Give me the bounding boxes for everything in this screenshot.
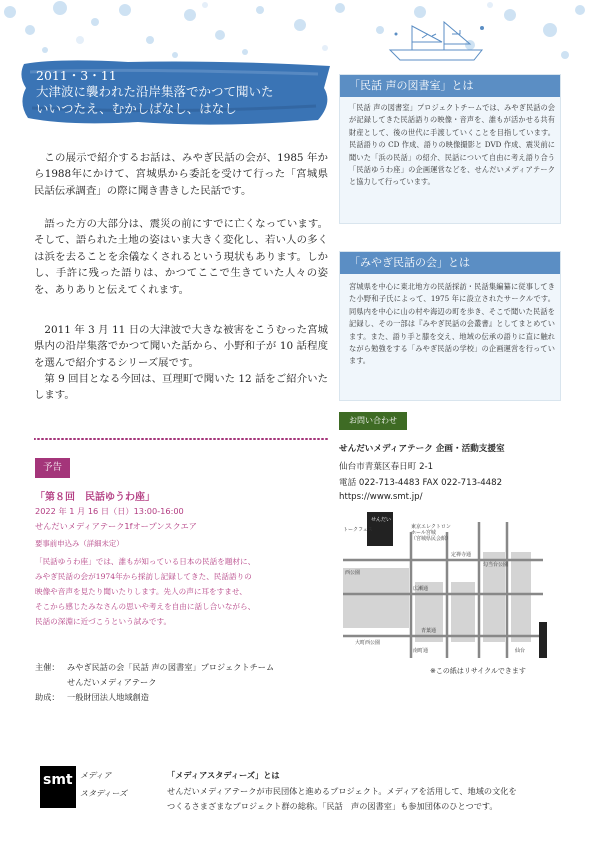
footer-line-2: つくるさまざまなプロジェクト群の総称。「民話 声の図書室」も参加団体のひとつです。 [167,801,498,811]
logo-sub-1: メディア [80,771,112,780]
preview-venue: せんだいメディアテーク1fオープンスクエア [35,521,197,531]
map-label-hall-0: 東京エレクトロン [411,524,451,530]
contact-address: 仙台市青葉区春日町 2-1 [339,462,434,472]
map-label-hall-1: ホール宮城 [411,530,436,536]
map-label-aoba: 青葉通 [421,628,437,634]
preview-badge: 予告 [35,458,70,478]
intro-paragraph-3: 2011 年 3 月 11 日の大津波で大きな被害をこうむった宮城県内の沿岸集落でかつて聞いた話から、小野和子が 10 話程度を選んで紹介するシリーズ展です。 [34,324,328,369]
map-label-lines-0: トークフェス [343,527,373,533]
preview-desc-line-3: 映像や音声を見たり聞いたりします。先人の声に耳をすませ、 [35,587,247,596]
access-map [343,512,559,658]
section-divider [34,436,330,442]
about-minwa-society-title: 「みやぎ民話の会」とは [340,252,560,274]
footer-line-1: せんだいメディアテークが市民団体と進めるプロジェクト。メディアを活用して、地域の文化を [167,786,517,796]
organizer-1: みやぎ民話の会「民話 声の図書室」プロジェクトチーム [67,662,275,672]
preview-date: 2022 年 1 月 16 日（日）13:00-16:00 [35,506,184,516]
intro-paragraph-2: 語った方の大部分は、震災の前にすでに亡くなっています。そして、語られた土地の姿はいま大きく変化し、若い人の多くは浜を去ることを余儀なくされるという現状もあります。しかし、手許に残った語りは、かつてここで生きていた人々の姿を、ありありと伝えてくれます。 [34,218,328,296]
organizer-label: 主催： [35,662,60,672]
contact-org: せんだいメディアテーク 企画・活動支援室 [339,444,505,454]
contact-badge: お問い合わせ [339,412,407,430]
about-voice-library-text: 「民話 声の図書室」プロジェクトチームでは、みやぎ民話の会が記録してきた民話語りの映像・音声を、誰もが活かせる共有財産として、後の世代に手渡していくことを目指しています。民話語りの CD 作成、語りの映像撮影と DVD 作成、震災前に聞いた「浜の民話」の紹介、民話について自由に考え語り合う「民話ゆうわ座」の企画運営などを、せんだいメディアテークと協力して行っています。 [349,103,555,187]
preview-desc-line-5: 民話の深淵に近づこうという試みです。 [35,617,172,626]
logo-sub-2: スタディーズ [80,789,127,798]
recycle-note: ※この紙はリサイクルできます [430,667,526,675]
about-minwa-society-box [339,251,561,401]
preview-desc-line-4: そこから感じたみなさんの思いや考えを自由に話し合いながら、 [35,602,256,611]
boat-illustration [382,12,502,67]
banner-date: 2011・3・11 [36,68,117,83]
intro-paragraph-1: この展示で紹介するお話は、みやぎ民話の会が、1985 年から1988年にかけて、宮城県から委託を受けて行った「宮城県民話伝承調査」の際に聞き書きした民話です。 [34,152,328,197]
banner-title-line2: いいつたえ、むかしばなし、はなし [36,101,237,116]
map-label-hall-2: （宮城県民会館） [411,536,452,542]
intro-paragraph-4: 第 9 回目となる今回は、亘理町で聞いた 12 話をご紹介いたします。 [34,373,328,402]
preview-note: 要事前申込み（詳細未定） [35,539,124,548]
support-org: 一般財団法人地域創造 [67,692,149,702]
about-voice-library-box [339,74,561,224]
banner-title-line1: 大津波に襲われた沿岸集落でかつて聞いた [36,84,274,99]
contact-phone: 電話 022-713-4483 FAX 022-713-4482 [339,478,503,488]
about-voice-library-title: 「民話 声の図書室」とは [340,75,560,97]
smt-logo [40,766,76,808]
map-label-hirose: 広瀬通 [413,586,429,592]
about-minwa-society-text: 宮城県を中心に東北地方の民話採訪・民話集編纂に従事してきた小野和子氏によって、1975 年に設立されたサークルです。同県内を中心に山の村や海辺の町を歩き、そこで聞いた民話を記録し、その一部は『みやぎ民話の会叢書』としてまとめています。また、語り手と膝を交え、地域の伝承の語りに直に触れながら勉強をする「みやぎ民話の学校」の企画運営を行っています。 [349,282,555,366]
contact-url[interactable]: https://www.smt.jp/ [339,492,423,502]
map-label-minami: 南町通 [413,648,429,654]
smt-logo-text: smt [43,772,73,788]
preview-desc-line-2: みやぎ民話の会が1974年から採訪し記録してきた、民話語りの [35,572,252,581]
organizer-2: せんだいメディアテーク [67,677,157,687]
map-label-sendai: 仙台 [515,648,526,654]
preview-desc-line-1: 「民話ゆうわ座」では、誰もが知っている日本の民話を題材に、 [35,557,256,566]
preview-title: 「第８回 民話ゆうわ座」 [35,492,155,503]
map-label-smt: せんだい [371,517,392,523]
support-label: 助成： [35,692,60,702]
map-label-koto-park: 勾当台公園 [483,562,509,568]
map-label-jozenji: 定禅寺通 [451,552,472,558]
map-label-nishi-park: 西公園 [345,570,361,576]
footer-title: 「メディアスタディーズ」とは [167,770,280,780]
map-label-omachi: 大町西公園 [355,640,381,646]
